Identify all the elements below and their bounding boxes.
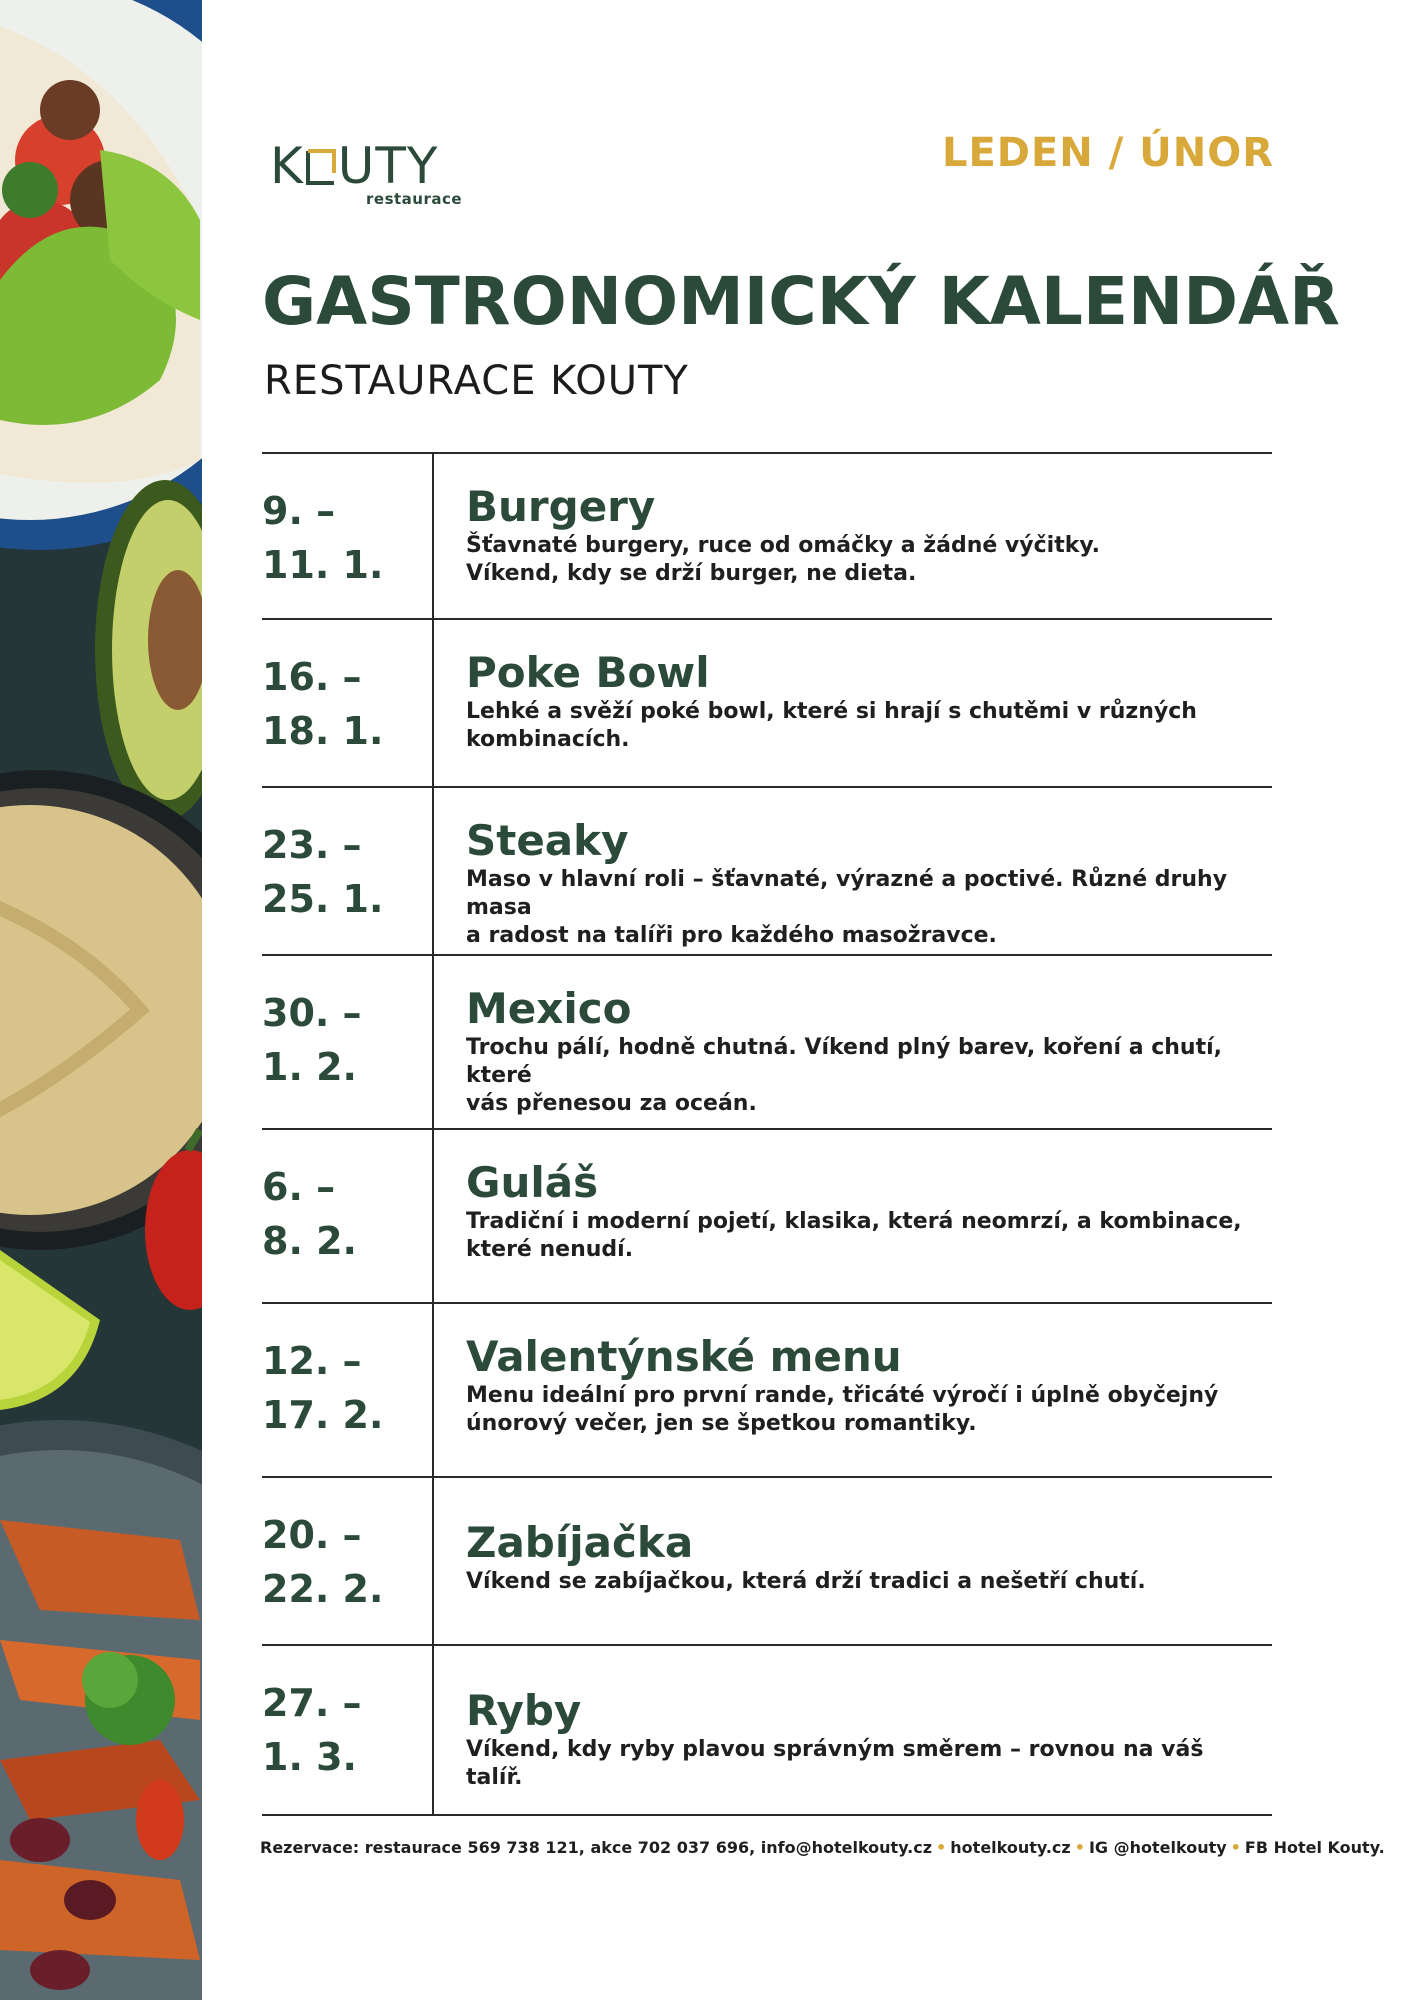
page-title: GASTRONOMICKÝ KALENDÁŘ — [262, 263, 1340, 340]
event-description: Víkend, kdy ryby plavou správným směrem – rovnou na váš talíř. — [466, 1737, 1204, 1790]
event-row — [262, 1302, 1272, 1476]
event-date — [262, 788, 434, 954]
date-to: 1. 2. — [262, 1045, 357, 1089]
event-info — [434, 1646, 1272, 1814]
logo-subtitle: restaurace — [366, 190, 463, 208]
event-row — [262, 1128, 1272, 1302]
logo-letter-k: K — [270, 137, 304, 195]
facebook-link[interactable]: FB Hotel Kouty. — [1244, 1838, 1385, 1857]
event-description: Lehké a svěží poké bowl, které si hrají s chutěmi v různých kombinacích. — [466, 699, 1197, 752]
event-info — [434, 788, 1272, 954]
event-name: Poke Bowl — [466, 648, 710, 697]
date-from: 30. – — [262, 991, 362, 1035]
date-from: 16. – — [262, 655, 362, 699]
date-to: 17. 2. — [262, 1393, 384, 1437]
date-to: 8. 2. — [262, 1219, 357, 1263]
event-description: Maso v hlavní roli – šťavnaté, výrazné a poctivé. Různé druhy masa a radost na talíři pro každého masožravce. — [466, 867, 1228, 948]
website-link[interactable]: hotelkouty.cz — [950, 1838, 1071, 1857]
event-row — [262, 786, 1272, 954]
date-to: 25. 1. — [262, 877, 384, 921]
food-photo — [0, 0, 202, 2000]
event-row — [262, 618, 1272, 786]
event-date — [262, 454, 434, 618]
restaurant-logo — [270, 138, 480, 212]
date-from: 20. – — [262, 1513, 362, 1557]
event-date — [262, 1304, 434, 1476]
event-row — [262, 1644, 1272, 1816]
event-description: Šťavnaté burgery, ruce od omáčky a žádné výčitky. Víkend, kdy se drží burger, ne dieta. — [466, 533, 1101, 586]
event-info — [434, 1304, 1272, 1476]
date-from: 9. – — [262, 489, 336, 533]
event-info — [434, 1130, 1272, 1302]
page-subtitle: RESTAURACE KOUTY — [264, 358, 689, 404]
event-description: Trochu pálí, hodně chutná. Víkend plný barev, koření a chutí, které vás přenesou za oceán. — [466, 1035, 1222, 1116]
event-info — [434, 956, 1272, 1128]
logo-wordmark — [270, 138, 438, 194]
date-to: 22. 2. — [262, 1567, 384, 1611]
period-label: LEDEN / ÚNOR — [941, 130, 1274, 176]
event-name: Valentýnské menu — [466, 1332, 902, 1381]
event-date — [262, 1130, 434, 1302]
event-date — [262, 1646, 434, 1814]
date-from: 27. – — [262, 1681, 362, 1725]
instagram-link[interactable]: IG @hotelkouty — [1088, 1838, 1227, 1857]
date-from: 6. – — [262, 1165, 336, 1209]
footer-separator: • — [1230, 1838, 1241, 1857]
contact-footer — [260, 1838, 1385, 1857]
logo-letters-uty: UTY — [337, 137, 439, 195]
event-info — [434, 620, 1272, 786]
event-date — [262, 956, 434, 1128]
event-name: Ryby — [466, 1686, 582, 1735]
event-row — [262, 452, 1272, 618]
event-date — [262, 620, 434, 786]
date-to: 11. 1. — [262, 543, 384, 587]
footer-separator: • — [936, 1838, 947, 1857]
date-from: 23. – — [262, 823, 362, 867]
event-row — [262, 954, 1272, 1128]
event-description: Tradiční i moderní pojetí, klasika, která neomrzí, a kombinace, které nenudí. — [466, 1209, 1242, 1262]
event-description: Menu ideální pro první rande, třicáté výročí i úplně obyčejný únorový večer, jen se špetkou romantiky. — [466, 1383, 1219, 1436]
date-to: 18. 1. — [262, 709, 384, 753]
event-description: Víkend se zabíjačkou, která drží tradici a nešetří chutí. — [466, 1569, 1146, 1594]
event-name: Mexico — [466, 984, 632, 1033]
logo-o-mark-icon — [306, 149, 336, 185]
event-name: Steaky — [466, 816, 629, 865]
event-date — [262, 1478, 434, 1644]
event-name: Burgery — [466, 482, 656, 531]
date-from: 12. – — [262, 1339, 362, 1383]
reservation-contacts: Rezervace: restaurace 569 738 121, akce 702 037 696, info@hotelkouty.cz — [260, 1838, 933, 1857]
event-info — [434, 454, 1272, 618]
event-name: Guláš — [466, 1158, 599, 1207]
event-name: Zabíjačka — [466, 1518, 694, 1567]
event-calendar — [262, 452, 1272, 1816]
event-info — [434, 1478, 1272, 1644]
event-row — [262, 1476, 1272, 1644]
footer-separator: • — [1074, 1838, 1085, 1857]
date-to: 1. 3. — [262, 1735, 357, 1779]
